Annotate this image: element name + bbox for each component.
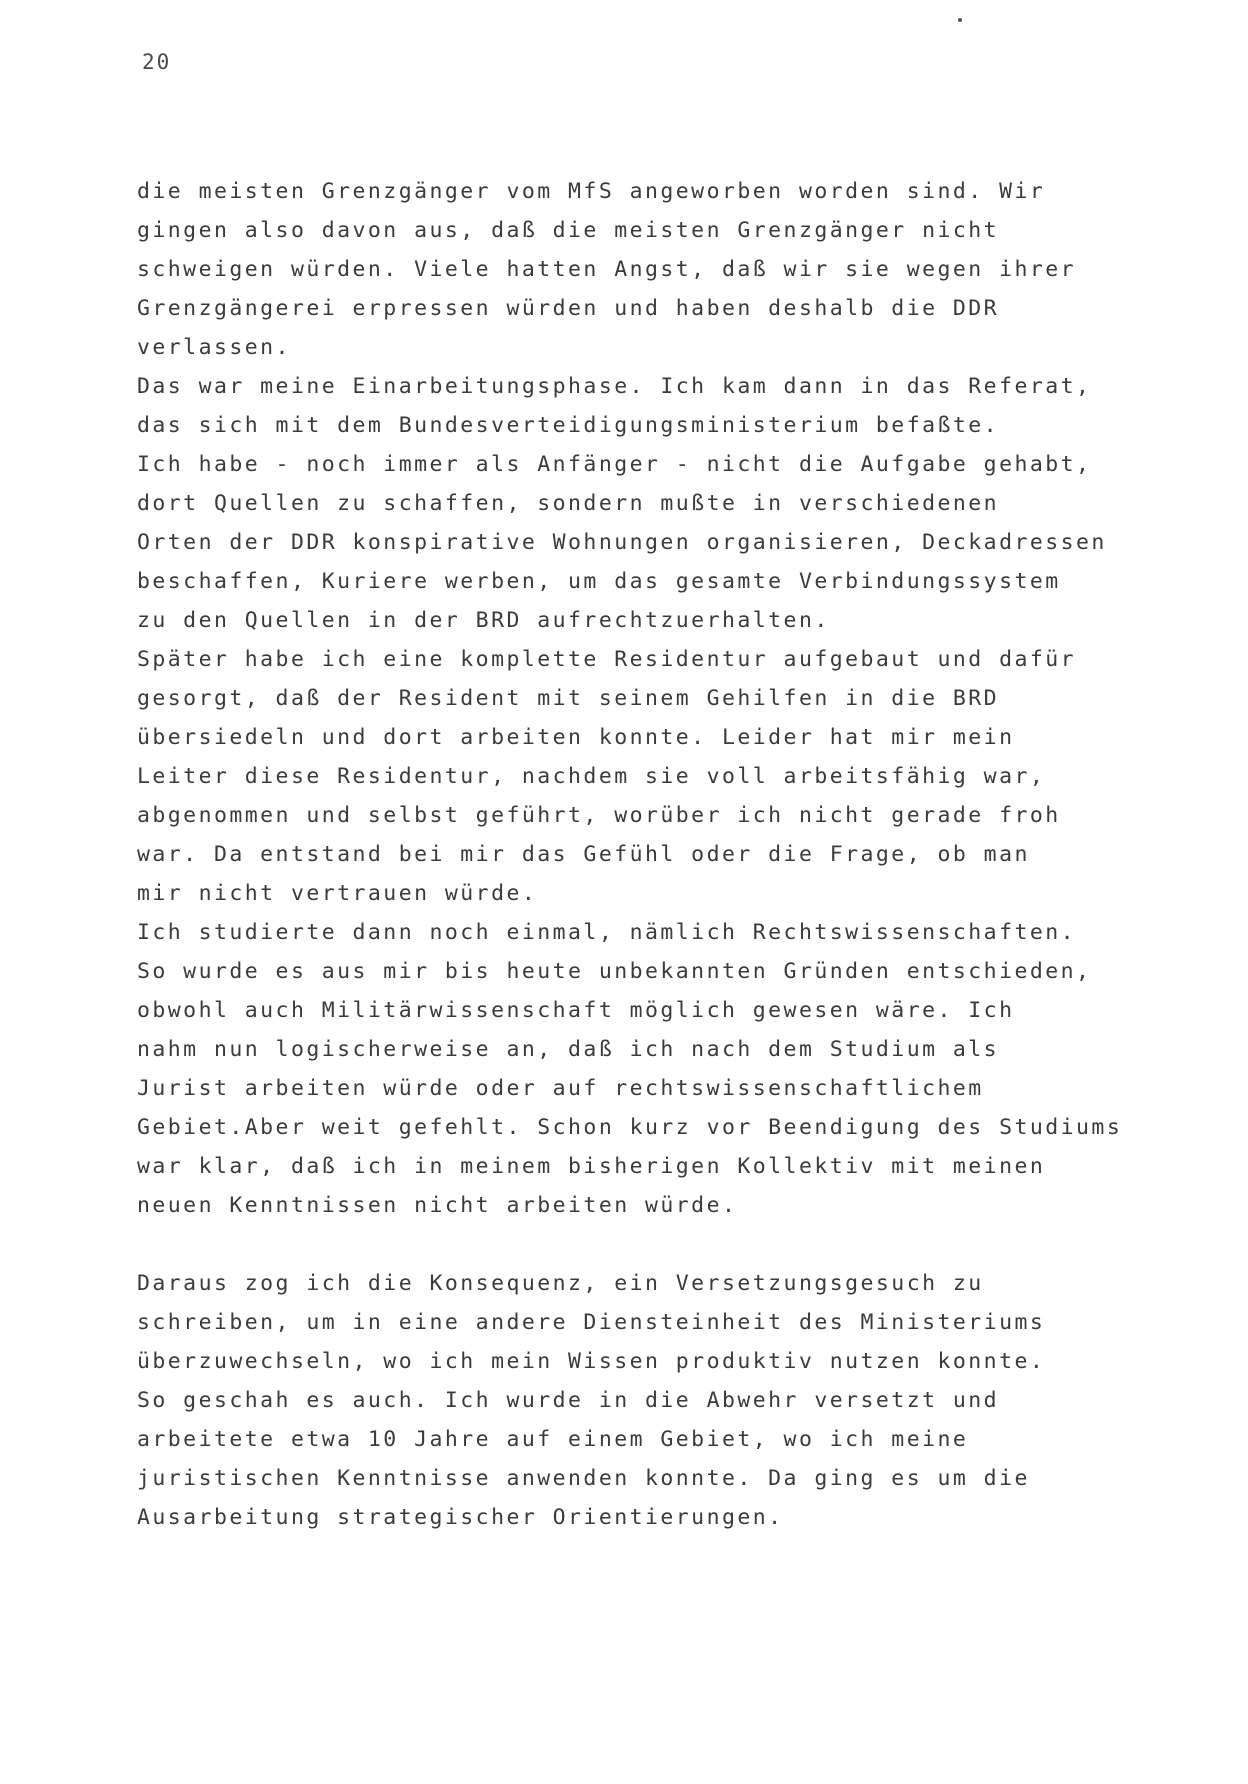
text-line: Grenzgängerei erpressen würden und haben deshalb die DDR: [137, 296, 1000, 321]
text-line: übersiedeln und dort arbeiten konnte. Leider hat mir mein: [137, 725, 1015, 750]
text-line: Daraus zog ich die Konsequenz, ein Versetzungsgesuch zu: [137, 1271, 984, 1296]
text-line: gingen also davon aus, daß die meisten Grenzgänger nicht: [137, 218, 1000, 243]
text-line: Orten der DDR konspirative Wohnungen organisieren, Deckadressen: [137, 530, 1107, 555]
scan-speck: [958, 18, 962, 22]
text-line: Gebiet.Aber weit gefehlt. Schon kurz vor Beendigung des Studiums: [137, 1115, 1123, 1140]
text-line: So wurde es aus mir bis heute unbekannten Gründen entschieden,: [137, 959, 1092, 984]
paragraph-block-2: [137, 1264, 1147, 1537]
text-line: dort Quellen zu schaffen, sondern mußte in verschiedenen: [137, 491, 1000, 516]
text-line: zu den Quellen in der BRD aufrechtzuerhalten.: [137, 608, 830, 633]
text-line: arbeitete etwa 10 Jahre auf einem Gebiet, wo ich meine: [137, 1427, 969, 1452]
page-number: 20: [142, 50, 172, 74]
text-line: beschaffen, Kuriere werben, um das gesamte Verbindungssystem: [137, 569, 1061, 594]
text-line: die meisten Grenzgänger vom MfS angeworben worden sind. Wir: [137, 179, 1046, 204]
text-line: neuen Kenntnissen nicht arbeiten würde.: [137, 1193, 738, 1218]
text-line: das sich mit dem Bundesverteidigungsministerium befaßte.: [137, 413, 1000, 438]
text-line: Das war meine Einarbeitungsphase. Ich kam dann in das Referat,: [137, 374, 1092, 399]
text-line: war klar, daß ich in meinem bisherigen Kollektiv mit meinen: [137, 1154, 1046, 1179]
text-line: Leiter diese Residentur, nachdem sie voll arbeitsfähig war,: [137, 764, 1046, 789]
text-line: Ich habe - noch immer als Anfänger - nicht die Aufgabe gehabt,: [137, 452, 1092, 477]
text-line: überzuwechseln, wo ich mein Wissen produktiv nutzen konnte.: [137, 1349, 1046, 1374]
text-line: Jurist arbeiten würde oder auf rechtswissenschaftlichem: [137, 1076, 984, 1101]
text-line: schweigen würden. Viele hatten Angst, daß wir sie wegen ihrer: [137, 257, 1077, 282]
text-line: schreiben, um in eine andere Diensteinheit des Ministeriums: [137, 1310, 1046, 1335]
text-line: Ausarbeitung strategischer Orientierungen.: [137, 1505, 784, 1530]
paragraph-block-1: [137, 172, 1147, 1225]
text-line: obwohl auch Militärwissenschaft möglich gewesen wäre. Ich: [137, 998, 1015, 1023]
paragraph-gap: [137, 1225, 1147, 1264]
text-line: abgenommen und selbst geführt, worüber ich nicht gerade froh: [137, 803, 1061, 828]
text-line: mir nicht vertrauen würde.: [137, 881, 538, 906]
text-line: war. Da entstand bei mir das Gefühl oder die Frage, ob man: [137, 842, 1030, 867]
text-line: gesorgt, daß der Resident mit seinem Gehilfen in die BRD: [137, 686, 1000, 711]
body-text: [137, 172, 1147, 1537]
text-line: So geschah es auch. Ich wurde in die Abwehr versetzt und: [137, 1388, 1000, 1413]
text-line: verlassen.: [137, 335, 291, 360]
text-line: Ich studierte dann noch einmal, nämlich Rechtswissenschaften.: [137, 920, 1077, 945]
text-line: juristischen Kenntnisse anwenden konnte. Da ging es um die: [137, 1466, 1030, 1491]
text-line: nahm nun logischerweise an, daß ich nach dem Studium als: [137, 1037, 1000, 1062]
text-line: Später habe ich eine komplette Residentur aufgebaut und dafür: [137, 647, 1077, 672]
